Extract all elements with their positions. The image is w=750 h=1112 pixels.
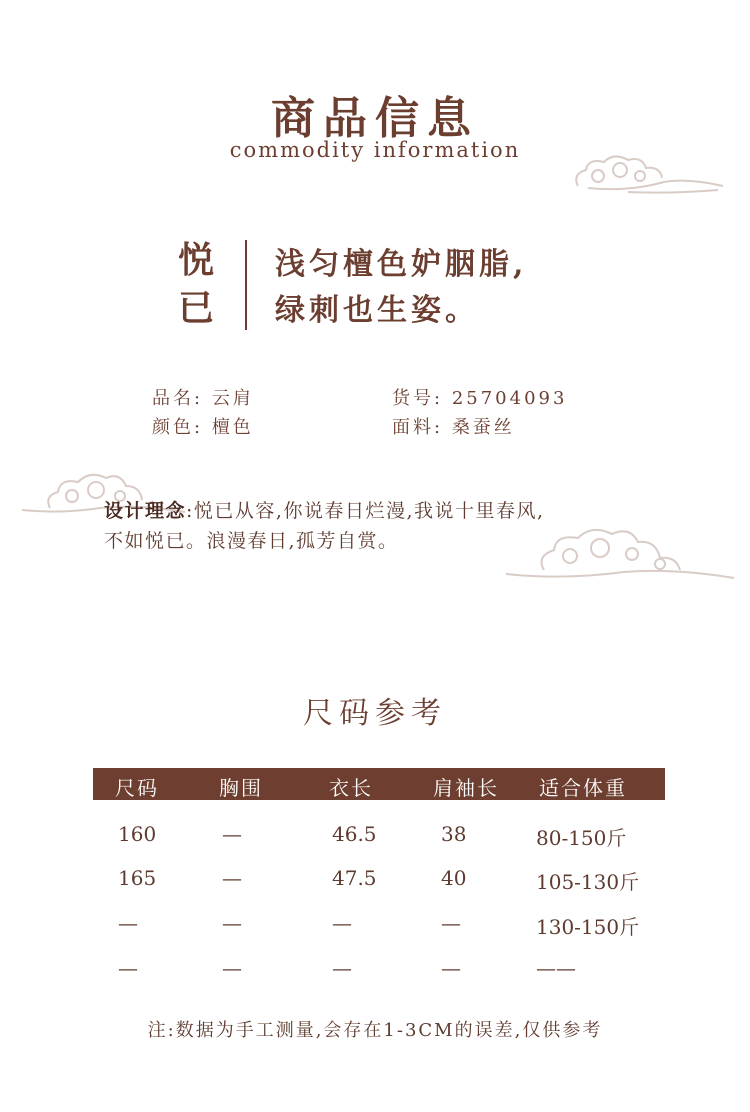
poem-divider: [245, 240, 247, 330]
poem-side-char: 已: [178, 287, 215, 329]
page-title: 商品信息: [271, 93, 479, 144]
table-cell: 80-150斤: [536, 826, 627, 850]
table-cell: —: [332, 956, 352, 980]
poem-text: [275, 242, 527, 334]
table-cell: 46.5: [332, 822, 377, 846]
table-cell: —: [441, 911, 461, 935]
table-cell: 47.5: [332, 866, 377, 890]
info-name: [152, 384, 254, 410]
poem-line: 浅匀檀色妒胭脂,: [275, 247, 528, 282]
concept-line: 不如悦已。浪漫春日,孤芳自赏。: [104, 530, 399, 552]
table-cell: 130-150斤: [536, 915, 640, 939]
info-color-value: 檀色: [211, 417, 254, 438]
cloud-decoration-top-right: [568, 148, 728, 198]
table-cell: 165: [118, 866, 157, 890]
table-cell: —: [332, 911, 352, 935]
table-cell: —: [222, 866, 242, 890]
table-cell: —: [222, 956, 242, 980]
info-fabric: [392, 413, 515, 439]
table-cell: 105-130斤: [536, 870, 640, 894]
info-name-value: 云肩: [211, 388, 254, 409]
info-sku: [392, 384, 567, 410]
table-cell: 38: [441, 822, 467, 846]
info-sku-value: 25704093: [451, 388, 568, 409]
table-cell: 160: [118, 822, 157, 846]
info-fabric-value: 桑蚕丝: [451, 417, 515, 438]
info-color: [152, 413, 254, 439]
poem-line: 绿刺也生姿。: [275, 293, 479, 328]
table-cell: ——: [536, 956, 576, 980]
size-header-cell: 尺码: [115, 776, 159, 800]
info-color-label: 颜色:: [152, 417, 204, 438]
size-section-title: 尺码参考: [303, 696, 447, 731]
table-cell: —: [441, 956, 461, 980]
size-header-cell: 衣长: [329, 776, 373, 800]
table-cell: —: [222, 822, 242, 846]
info-fabric-label: 面料:: [392, 417, 444, 438]
measurement-note: 注:数据为手工测量,会存在1-3CM的误差,仅供参考: [147, 1020, 603, 1041]
concept-text: :悦已从容,你说春日烂漫,我说十里春风,: [186, 500, 545, 522]
size-header-cell: 适合体重: [539, 776, 627, 800]
table-cell: —: [118, 911, 138, 935]
size-header-cell: 胸围: [219, 776, 263, 800]
page-subtitle: commodity information: [229, 138, 521, 162]
table-cell: 40: [441, 866, 467, 890]
concept-label: 设计理念: [104, 500, 187, 522]
table-cell: —: [222, 911, 242, 935]
poem-side-char: 悦: [178, 239, 215, 281]
info-sku-label: 货号:: [392, 388, 444, 409]
concept-line: [104, 496, 684, 526]
poem-side-title: [178, 236, 226, 332]
table-cell: —: [118, 956, 138, 980]
design-concept: [104, 496, 684, 556]
size-table-header: [93, 768, 665, 800]
size-header-cell: 肩袖长: [433, 776, 499, 800]
info-name-label: 品名:: [152, 388, 204, 409]
